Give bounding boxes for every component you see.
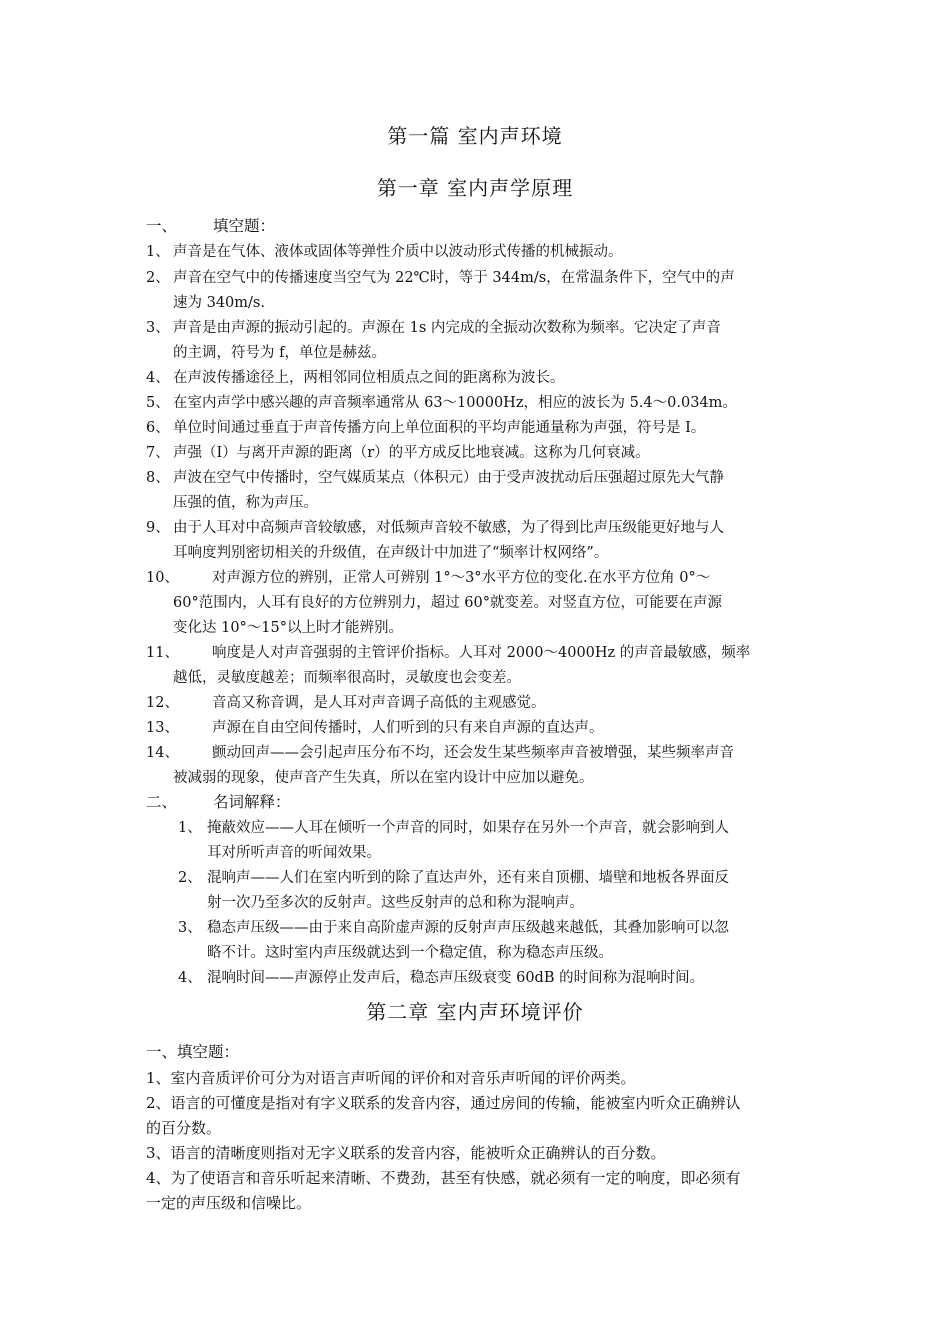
item-number: 4、 [146,1169,171,1187]
part-title: 第一篇 室内声环境 [387,124,563,148]
item-number: 4、 [178,970,202,986]
item-text: 声音是在气体、液体或固体等弹性介质中以波动形式传播的机械振动。 [173,244,623,260]
item-number: 10、 [146,570,179,586]
item-number: 2、 [146,1094,171,1112]
item-text-continued: 耳对所听声音的听闻效果。 [207,845,381,861]
section-heading-fill-blank [146,214,275,238]
section-label: 名词解释： [213,793,291,811]
list-item [146,1091,741,1115]
item-text: 在声波传播途径上，两相邻同位相质点之间的距离称为波长。 [173,370,565,386]
item-text: 混响时间——声源停止发声后，稳态声压级衰变 60dB 的时间称为混响时间。 [207,970,705,986]
list-item [146,391,737,415]
item-number: 1、 [146,244,170,260]
item-text: 单位时间通过垂直于声音传播方向上单位面积的平均声能通量称为声强，符号是 I。 [173,420,706,436]
item-text-continued: 压强的值，称为声压。 [173,495,318,511]
item-number: 13、 [146,720,179,736]
list-item [146,691,546,715]
item-number: 12、 [146,695,179,711]
list-item [146,716,604,740]
definition-item [178,916,729,940]
item-text: 响度是人对声音强弱的主管评价指标。人耳对 2000～4000Hz 的声音最敏感，频率 [212,645,751,661]
list-item [146,1141,666,1165]
list-item [146,266,735,290]
item-text: 声音在空气中的传播速度当空气为 22℃时，等于 344m/s，在常温条件下，空气中的声 [173,270,735,286]
item-number: 6、 [146,420,170,436]
item-text-continued: 60°范围内，人耳有良好的方位辨别力，超过 60°就变差。对竖直方位，可能要在声源 [173,595,723,611]
item-text-continued: 的百分数。 [146,1119,222,1137]
item-text: 声强（I）与离开声源的距离（r）的平方成反比地衰减。这称为几何衰减。 [173,445,650,461]
list-item [146,466,724,490]
list-item [146,416,705,440]
list-item [146,366,565,390]
item-number: 8、 [146,470,170,486]
item-text: 掩蔽效应——人耳在倾听一个声音的同时，如果存在另外一个声音，就会影响到人 [207,820,729,836]
item-text-continued: 射一次乃至多次的反射声。这些反射声的总和称为混响声。 [207,895,584,911]
item-text: 在室内声学中感兴趣的声音频率通常从 63～10000Hz，相应的波长为 5.4～0.034m。 [173,395,737,411]
item-text: 音高又称音调，是人耳对声音调子高低的主观感觉。 [212,695,546,711]
definition-item [178,966,704,990]
item-number: 9、 [146,520,170,536]
item-text: 声源在自由空间传播时，人们听到的只有来自声源的直达声。 [212,720,604,736]
definition-item [178,866,729,890]
item-number: 3、 [178,920,202,936]
item-number: 11、 [146,645,179,661]
section-heading-fill-blank-2: 一、填空题： [146,1043,240,1061]
section-number: 二、 [146,793,178,811]
item-number: 2、 [178,870,202,886]
list-item [146,566,710,590]
item-number: 4、 [146,370,170,386]
item-text: 声音是由声源的振动引起的。声源在 1s 内完成的全振动次数称为频率。它决定了声音 [173,320,721,336]
item-text: 颤动回声——会引起声压分布不均，还会发生某些频率声音被增强，某些频率声音 [212,745,734,761]
item-text-continued: 一定的声压级和信噪比。 [146,1194,312,1212]
item-text: 混响声——人们在室内听到的除了直达声外，还有来自顶棚、墙壁和地板各界面反 [207,870,729,886]
item-text: 由于人耳对中高频声音较敏感，对低频声音较不敏感，为了得到比声压级能更好地与人 [173,520,724,536]
item-number: 3、 [146,320,170,336]
item-text: 室内音质评价可分为对语言声听闻的评价和对音乐声听闻的评价两类。 [170,1069,636,1087]
list-item [146,316,721,340]
item-text: 稳态声压级——由于来自高阶虚声源的反射声声压级越来越低，其叠加影响可以忽 [207,920,729,936]
item-text-continued: 略不计。这时室内声压级就达到一个稳定值，称为稳态声压级。 [207,945,613,961]
item-number: 2、 [146,270,170,286]
item-text: 为了使语言和音乐听起来清晰、不费劲，甚至有快感，就必须有一定的响度，即必须有 [170,1169,741,1187]
item-text-continued: 被减弱的现象，使声音产生失真，所以在室内设计中应加以避免。 [173,770,594,786]
list-item [146,741,734,765]
item-number: 3、 [146,1144,171,1162]
list-item [146,240,623,264]
item-text: 对声源方位的辨别，正常人可辨别 1°～3°水平方位的变化.在水平方位角 0°～ [212,570,711,586]
item-text-continued: 的主调，符号为 f，单位是赫兹。 [173,345,386,361]
item-number: 1、 [178,820,202,836]
chapter-1-title: 第一章 室内声学原理 [376,176,574,200]
list-item [146,441,650,465]
item-text: 声波在空气中传播时，空气媒质某点（体积元）由于受声波扰动后压强超过原先大气静 [173,470,724,486]
item-number: 7、 [146,445,170,461]
item-number: 5、 [146,395,170,411]
item-text: 语言的可懂度是指对有字义联系的发音内容，通过房间的传输，能被室内听众正确辨认 [170,1094,741,1112]
item-text: 语言的清晰度则指对无字义联系的发音内容，能被听众正确辨认的百分数。 [170,1144,666,1162]
list-item [146,1066,636,1090]
list-item [146,641,750,665]
section-label: 填空题： [213,217,276,235]
item-text-continued: 变化达 10°～15°以上时才能辨别。 [173,620,404,636]
section-heading-definitions [146,790,291,814]
list-item [146,516,724,540]
chapter-2-title: 第二章 室内声环境评价 [366,1000,584,1024]
item-text-continued: 越低，灵敏度越差；而频率很高时，灵敏度也会变差。 [173,670,521,686]
item-number: 1、 [146,1069,171,1087]
item-number: 14、 [146,745,179,761]
definition-item [178,816,729,840]
section-number: 一、 [146,217,178,235]
list-item [146,1166,741,1190]
item-text-continued: 耳响度判别密切相关的升级值，在声级计中加进了“频率计权网络”。 [173,545,609,561]
item-text-continued: 速为 340m/s. [173,295,265,311]
